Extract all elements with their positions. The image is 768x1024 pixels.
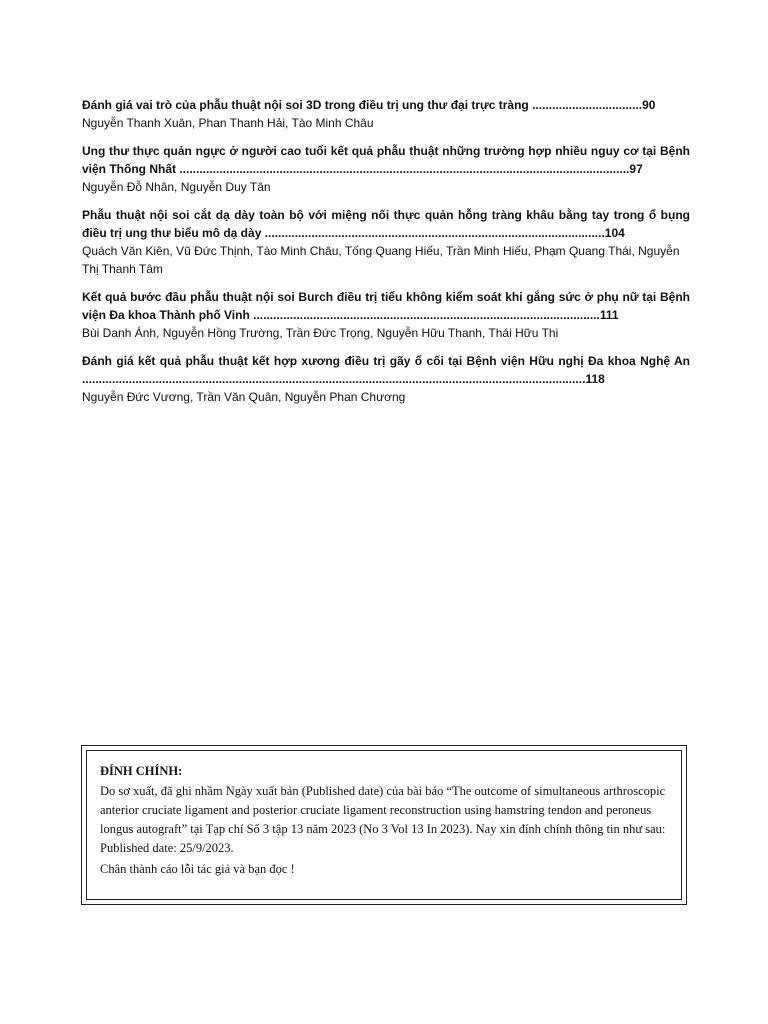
page-number[interactable]: 118: [585, 372, 605, 386]
article-authors: Nguyễn Thanh Xuân, Phan Thanh Hải, Tào Minh Châu: [82, 116, 374, 130]
toc-entry[interactable]: [82, 206, 690, 278]
leader-dots: .......................................................................................................................................................: [82, 372, 586, 386]
article-title[interactable]: Đánh giá vai trò của phẫu thuật nội soi 3D trong điều trị ung thư đại trực tràng: [82, 98, 529, 112]
erratum-box: [81, 745, 687, 905]
erratum-text: Do sơ xuất, đã ghi nhầm Ngày xuất bản (Published date) của bài báo “The outcome of simultaneous arthroscopic anterior cruciate ligament and posterior cruciate ligament reconstruction using hamstring tendon and peroneus longus autograft” tại Tạp chí Số 3 tập 13 năm 2023 (No 3 Vol 13 In 2023). Nay xin đính chính thông tin như sau: Published date: 25/9/2023.: [100, 784, 666, 855]
leader-dots: .................................: [528, 98, 643, 112]
article-title[interactable]: Đánh giá kết quả phẫu thuật kết hợp xương điều trị gãy ổ cối tại Bệnh viện Hữu nghị Đa khoa Nghệ An: [82, 354, 690, 368]
erratum-thanks: Chân thành cáo lỗi tác giả và bạn đọc !: [100, 862, 295, 876]
leader-dots: ........................................................................................................: [249, 308, 600, 322]
page-number[interactable]: 104: [604, 226, 625, 240]
toc-entry-title-line[interactable]: [82, 288, 690, 324]
erratum-content: [100, 762, 672, 879]
leader-dots: ......................................................................................................: [261, 226, 605, 240]
article-title[interactable]: Phẫu thuật nội soi cắt dạ dày toàn bộ với miệng nối thực quản hỗng tràng khâu bằng tay trong ổ bụng điều trị ung thư biểu mô dạ dày: [82, 208, 690, 240]
toc-entry-title-line[interactable]: [82, 142, 690, 178]
article-authors: Quách Văn Kiên, Vũ Đức Thịnh, Tào Minh Châu, Tống Quang Hiếu, Trần Minh Hiếu, Phạm Quang Thái, Nguyễn Thị Thanh Tâm: [82, 244, 680, 276]
leader-dots: .......................................................................................................................................: [176, 162, 630, 176]
page-number[interactable]: 97: [629, 162, 643, 176]
article-authors: Bùi Danh Ánh, Nguyễn Hồng Trường, Trần Đức Trọng, Nguyễn Hữu Thanh, Thái Hữu Thi: [82, 326, 559, 340]
article-authors: Nguyễn Đức Vương, Trần Văn Quân, Nguyễn Phan Chương: [82, 390, 406, 404]
toc-entry[interactable]: [82, 352, 690, 406]
toc-entry[interactable]: [82, 142, 690, 196]
erratum-heading: ĐÍNH CHÍNH:: [100, 764, 183, 778]
article-authors: Nguyễn Đỗ Nhân, Nguyễn Duy Tân: [82, 180, 271, 194]
toc-entry[interactable]: [82, 288, 690, 342]
toc-entry-title-line[interactable]: [82, 96, 690, 114]
article-title[interactable]: Ung thư thực quản ngực ở người cao tuổi kết quả phẫu thuật những trường hợp nhiều nguy cơ tại Bệnh viện Thống Nhất: [82, 144, 690, 176]
toc-entry-title-line[interactable]: [82, 352, 690, 388]
page-number[interactable]: 90: [642, 98, 656, 112]
article-title[interactable]: Kết quả bước đầu phẫu thuật nội soi Burch điều trị tiểu không kiểm soát khi gắng sức ở phụ nữ tại Bệnh viện Đa khoa Thành phố Vinh: [82, 290, 690, 322]
page-number[interactable]: 111: [599, 308, 619, 322]
toc-entry-title-line[interactable]: [82, 206, 690, 242]
table-of-contents: [82, 96, 690, 416]
toc-entry[interactable]: [82, 96, 690, 132]
